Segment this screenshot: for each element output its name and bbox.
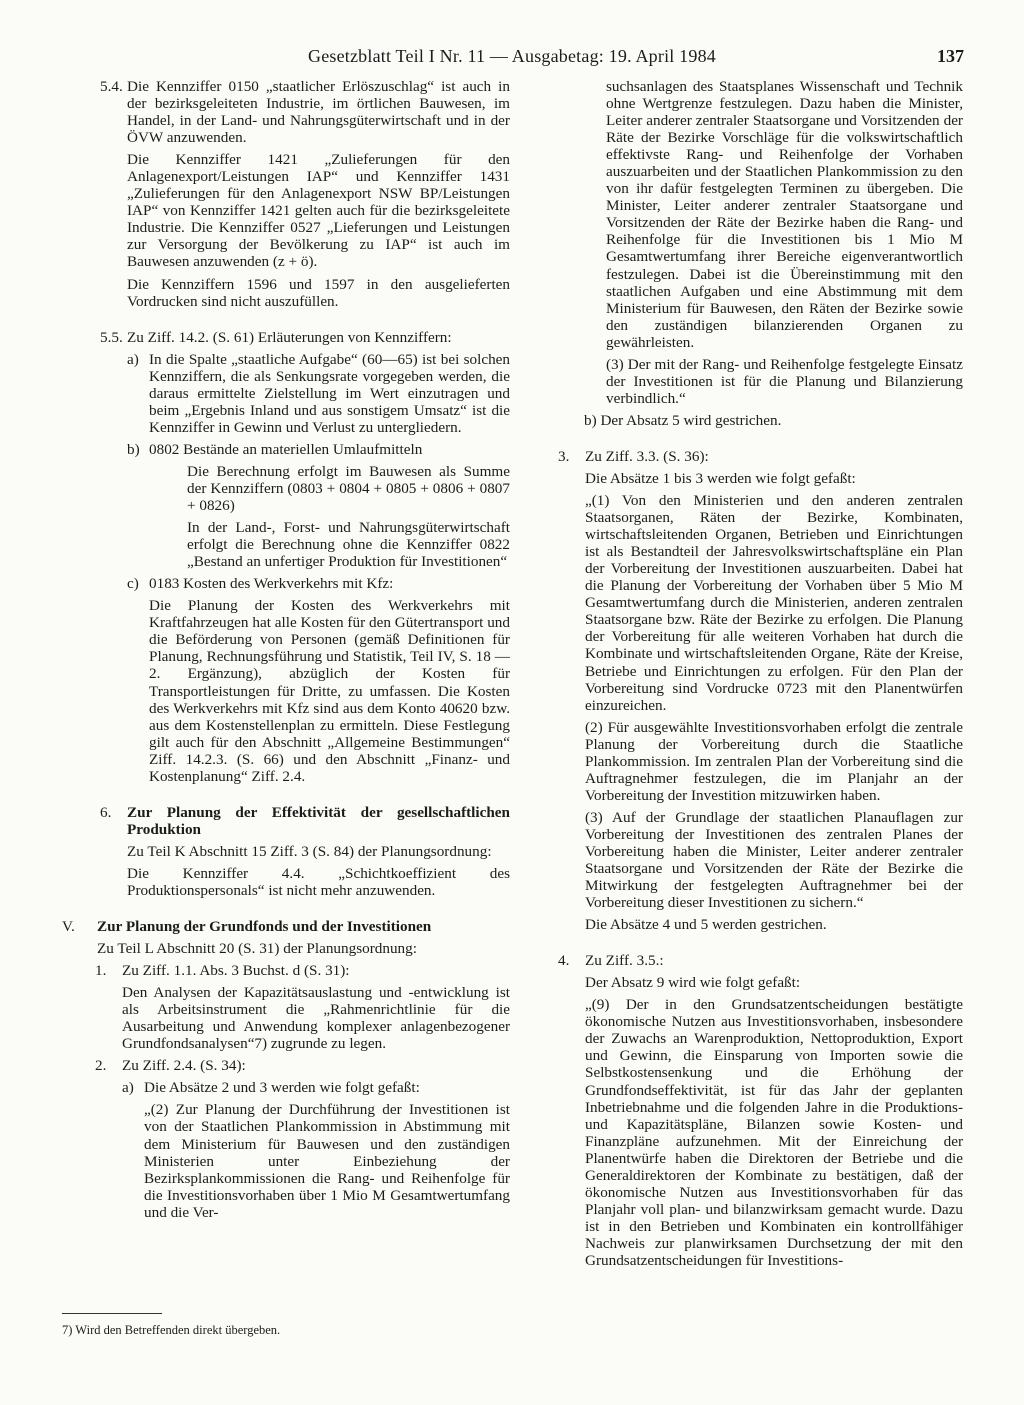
item-number: 1. — [95, 962, 107, 980]
item-heading: Zu Ziff. 2.4. (S. 34): — [122, 1057, 246, 1075]
section-V — [62, 918, 510, 957]
paragraph: Die Absätze 4 und 5 werden gestrichen. — [585, 916, 827, 934]
paragraph: In der Land-, Forst- und Nahrungsgüterwirtschaft erfolgt die Berechnung ohne die Kennziffer 0822 „Bestand an unfertiger Produktion für Investitionen“ — [187, 519, 510, 571]
item-letter: b) — [127, 440, 140, 458]
paragraph: „(2) Zur Planung der Durchführung der Investitionen ist von der Staatlichen Plankommission in Abstimmung mit dem Ministerium für Bauwesen und den zuständigen Ministerien unter Einbeziehung der Bezirksplankommissionen die Rang- und Reihenfolge für die Investitionsvorhaben über 1 Mio M Gesamtwertumfang und die Ver- — [144, 1101, 510, 1221]
section-6 — [100, 804, 510, 899]
paragraph: Die Planung der Kosten des Werkverkehrs mit Kraftfahrzeugen hat alle Kosten für den Gütertransport und die Beförderung von Personen (gemäß Definitionen für Planung, Rechnungsführung und Statistik, Teil IV, S. 18 — 2. Ergänzung), abzüglich der Kosten für Transportleistungen für Dritte, zu umfassen. Die Kosten des Werkverkehrs mit Kfz sind aus dem Konto 40620 bzw. aus dem Kostenstellenplan zu ermitteln. Diese Festlegung gilt auch für den Abschnitt „Allgemeine Bestimmungen“ Ziff. 14.2.3. (S. 66) und den Abschnitt „Finanz- und Kostenplanung“ Ziff. 2.4. — [149, 597, 510, 785]
header-title: Gesetzblatt Teil I Nr. 11 — Ausgabetag: 19. April 1984 — [308, 46, 716, 66]
item-heading: Die Absätze 2 und 3 werden wie folgt gefaßt: — [144, 1079, 420, 1097]
paragraph: suchsanlagen des Staatsplanes Wissenschaft und Technik ohne Wertgrenze festzulegen. Dazu haben die Minister, Leiter anderer zentraler Staatsorgane und Vorsitzenden der Räte der Bezirke Vorschläge für die volkswirtschaftlich effektivste Rang- und Reihenfolge der Vorhaben auszuarbeiten und der Staatlichen Plankommission zu den von ihr dafür festgelegten Terminen zu übergeben. Die Minister, Leiter anderer zentraler Staatsorgane und Vorsitzenden der Räte der Bezirke haben die Rang- und Reihenfolge für die Investitionen bis 1 Mio M Gesamtwertumfang ihrer Bereiche eigenverantwortlich festzulegen. Dabei ist die Übereinstimmung mit den staatlichen Aufgaben und eine Abstimmung mit dem Ministerium für Bauwesen, den Räten der Bezirke sowie den zuständigen bilanzierenden Organen zu gewährleisten. — [606, 78, 963, 351]
item-1 — [95, 962, 510, 1052]
paragraph: Die Kennziffer 0150 „staatlicher Erlöszuschlag“ ist auch in der bezirksgeleiteten Industrie, im örtlichen Bauwesen, im Handel, in der Land- und Nahrungsgüterwirtschaft und in der ÖVW anzuwenden. — [127, 78, 510, 147]
page-number: 137 — [937, 46, 964, 66]
footnote-rule — [62, 1313, 162, 1314]
section-number: 5.5. — [100, 328, 123, 346]
paragraph: Den Analysen der Kapazitätsauslastung und -entwicklung ist als Arbeitsinstrument die „Rahmenrichtlinie für die Ausarbeitung und Anwendung komplexer anlagenbezogener Grundfondsanalysen“7) zugrunde zu legen. — [122, 984, 510, 1053]
item-number: 2. — [95, 1057, 107, 1075]
item-heading: Zu Ziff. 3.5.: — [585, 952, 664, 970]
paragraph: Die Kennziffer 1421 „Zulieferungen für den Anlagenexport/Leistungen IAP“ und Kennziffer 1431 „Zulieferungen für den Anlagenexport NSW BP/Leistungen IAP“ von Kennziffer 1421 gelten auch für die bezirksgeleitete Industrie. Die Kennziffer 0527 „Lieferungen und Leistungen zur Versorgung der Bevölkerung zu IAP“ ist auch im Bauwesen anzuwenden (z + ö). — [127, 151, 510, 271]
section-4 — [558, 952, 963, 1269]
paragraph: b) Der Absatz 5 wird gestrichen. — [584, 411, 782, 429]
item-heading: 0183 Kosten des Werkverkehrs mit Kfz: — [149, 575, 394, 593]
section-number: 6. — [100, 803, 112, 821]
section-number: 5.4. — [100, 78, 123, 95]
page-header — [0, 46, 1024, 72]
item-heading: Zu Ziff. 1.1. Abs. 3 Buchst. d (S. 31): — [122, 962, 350, 980]
section-heading: Zur Planung der Grundfonds und der Investitionen — [97, 918, 432, 936]
item-a — [127, 351, 510, 436]
right-column — [558, 78, 963, 1274]
item-a — [122, 1079, 510, 1220]
section-number: V. — [62, 918, 75, 936]
footnote: 7) Wird den Betreffenden direkt übergeben. — [62, 1323, 281, 1337]
paragraph: Der Absatz 9 wird wie folgt gefaßt: — [585, 974, 801, 992]
section-5-5 — [100, 329, 510, 785]
paragraph: Zu Teil L Abschnitt 20 (S. 31) der Planungsordnung: — [97, 940, 417, 958]
left-column — [62, 78, 510, 1226]
paragraph: Die Kennziffern 1596 und 1597 in den ausgelieferten Vordrucken sind nicht auszufüllen. — [127, 275, 510, 310]
paragraph: (3) Der mit der Rang- und Reihenfolge festgelegte Einsatz der Investitionen ist für die Planung und Bilanzierung verbindlich.“ — [606, 355, 963, 407]
paragraph: „(9) Der in den Grundsatzentscheidungen bestätigte ökonomische Nutzen aus Investitionsvorhaben, insbesondere der Zuwachs an Warenproduktion, Nettoproduktion, Export und Gewinn, die Einsparung von Importen sowie die Selbstkostensenkung und die Erhöhung der Grundfondseffektivität, ist für das Jahr der geplanten Inbetriebnahme und die folgenden Jahre in die Produktions- und Kapazitätspläne, Bilanzen sowie Kosten- und Finanzpläne aufzunehmen. Mit der Einreichung der Planentwürfe haben die Direktoren der Betriebe und die Generaldirektoren der Kombinate zu bestätigen, daß der ökonomische Nutzen aus Investitionsvorhaben für das Planjahr voll plan- und bilanzwirksam gemacht wurde. Dazu ist in den Betrieben und Kombinaten ein kontrollfähiger Nachweis zur planwirksamen Durchsetzung der mit den Grundsatzentscheidungen für Investitions- — [585, 996, 963, 1269]
item-c — [127, 575, 510, 785]
item-heading: Zu Ziff. 3.3. (S. 36): — [585, 447, 709, 465]
item-b — [127, 441, 510, 570]
paragraph: Die Absätze 1 bis 3 werden wie folgt gefaßt: — [585, 469, 856, 487]
section-heading: Zur Planung der Effektivität der gesellschaftlichen Produktion — [127, 803, 510, 838]
section-3 — [558, 448, 963, 933]
paragraph: (2) Für ausgewählte Investitionsvorhaben erfolgt die zentrale Planung der Vorbereitung durch die Staatliche Plankommission. Im zentralen Plan der Vorbereitung sind die Auftragnehmer festzulegen, die im Planjahr an der Vorbereitung der Investition mitzuwirken haben. — [585, 718, 963, 804]
item-letter: a) — [127, 350, 139, 368]
paragraph: Die Berechnung erfolgt im Bauwesen als Summe der Kennziffern (0803 + 0804 + 0805 + 0806 + 0807 + 0826) — [187, 462, 510, 515]
section-number: 3. — [558, 447, 570, 465]
paragraph: „(1) Von den Ministerien und den anderen zentralen Staatsorganen, Räten der Bezirke, Kombinaten, wirtschaftsleitenden Organen, Betrieben und Einrichtungen ist als Bestandteil der Jahresvolkswirtschaftspläne ein Plan der Vorbereitung der Investitionen auszuarbeiten. Dabei hat die Planung der Vorbereitung der Vorhaben über 5 Mio M Gesamtwertumfang durch die Ministerien, anderen zentralen Staatsorgane bzw. Räte der Bezirke zu erfolgen. Die Planung der Vorbereitung für alle weiteren Vorhaben hat durch die Kombinate und wirtschaftsleitenden Organe, Räte der Kreise, Betriebe und Einrichtungen zu erfolgen. Für den Plan der Vorbereitung sind Vordrucke 0723 mit den Planentwürfen einzureichen. — [585, 492, 963, 714]
item-heading: 0802 Bestände an materiellen Umlaufmitteln — [149, 440, 423, 458]
section-5-4 — [100, 78, 510, 310]
paragraph: Die Kennziffer 4.4. „Schichtkoeffizient des Produktionspersonals“ ist nicht mehr anzuwenden. — [127, 864, 510, 899]
item-2 — [95, 1057, 510, 1220]
paragraph: Zu Teil K Abschnitt 15 Ziff. 3 (S. 84) der Planungsordnung: — [127, 842, 492, 860]
paragraph: In die Spalte „staatliche Aufgabe“ (60—65) ist bei solchen Kennziffern, die als Senkungsrate vorgegeben werden, die daraus ermittelte Zielstellung im Wert einzutragen und beim „Ergebnis Inland und aus sonstigem Umsatz“ ist die Kennziffer in Gewinn und Verlust zu untergliedern. — [149, 350, 510, 436]
section-heading: Zu Ziff. 14.2. (S. 61) Erläuterungen von Kennziffern: — [127, 328, 452, 346]
item-letter: c) — [127, 575, 139, 593]
item-letter: a) — [122, 1079, 134, 1097]
section-number: 4. — [558, 952, 570, 970]
paragraph: (3) Auf der Grundlage der staatlichen Planauflagen zur Vorbereitung der Investitionen des zentralen Planes der Vorbereitung haben die Minister, Leiter anderer zentraler Staatsorgane und Vorsitzenden der Räte der Bezirke die Mitwirkung der festgelegten Auftragnehmer bei der Vorbereitung dieser Investitionen zu sichern.“ — [585, 808, 963, 912]
